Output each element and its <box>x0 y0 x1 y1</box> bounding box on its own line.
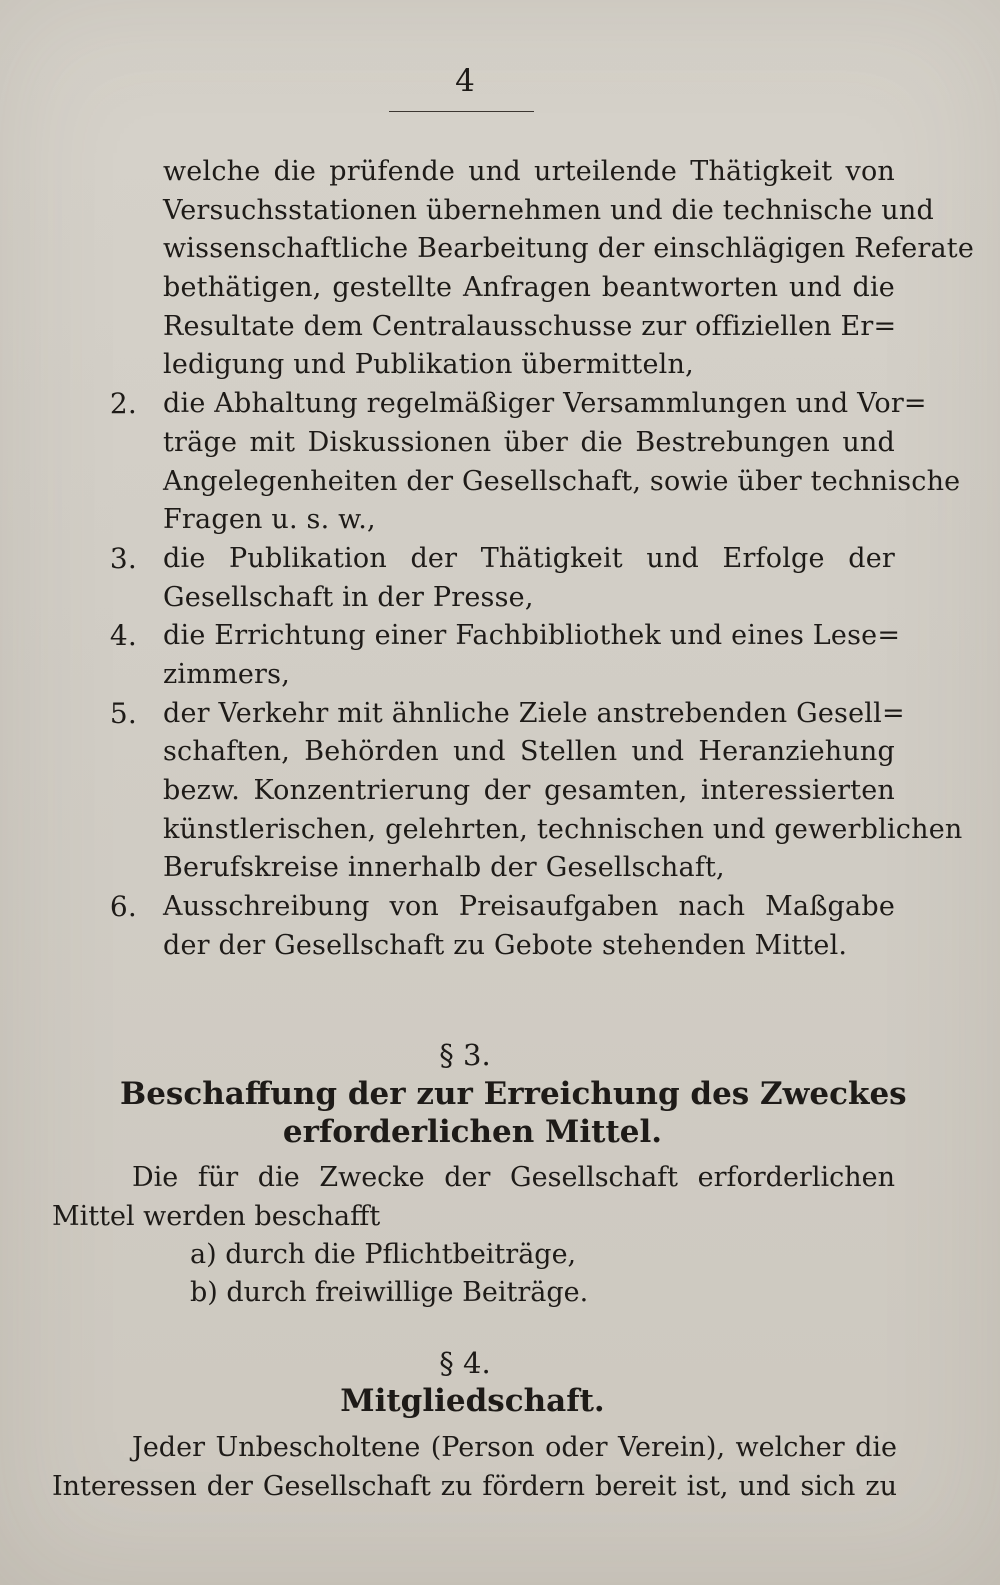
list-item-2 <box>95 385 927 424</box>
section-3-option-b: b) durch freiwillige Beiträge. <box>190 1277 589 1308</box>
list-item-3 <box>95 540 895 579</box>
section-3-title-line-1: Beschaffung der zur Erreichung des Zweckes <box>120 1076 907 1112</box>
list-item-5 <box>95 695 905 734</box>
list-line <box>95 230 975 269</box>
list-line <box>95 733 895 772</box>
item-5-line-3: bezw. Konzentrierung der gesamten, interessierten <box>163 775 895 806</box>
continued-item-line-5: Resultate dem Centralausschusse zur offiziellen Er= <box>163 310 897 342</box>
list-line <box>95 269 895 308</box>
list-line <box>95 501 895 540</box>
item-6-line-1: Ausschreibung von Preisaufgaben nach Maßgabe <box>163 891 895 923</box>
list-line <box>95 424 895 463</box>
item-5-line-1: der Verkehr mit ähnliche Ziele anstrebenden Gesell= <box>163 697 905 729</box>
item-2-line-2: träge mit Diskussionen über die Bestrebungen und <box>163 426 895 458</box>
list-line <box>95 153 895 192</box>
item-2-line-1: die Abhaltung regelmäßiger Versammlungen und Vor= <box>163 388 927 420</box>
section-3-title-line-2: erforderlichen Mittel. <box>282 1114 663 1150</box>
item-number: 4. <box>109 619 137 653</box>
continued-item-line-3: wissenschaftliche Bearbeitung der einschlägigen Referate <box>163 233 975 265</box>
continued-item-line-1: welche die prüfende und urteilende Thätigkeit von <box>163 156 895 187</box>
list-line <box>95 811 963 850</box>
list-line <box>95 849 895 888</box>
section-3-option-a: a) durch die Pflichtbeiträge, <box>190 1239 577 1270</box>
list-item-4 <box>95 617 901 656</box>
list-line <box>95 579 895 618</box>
item-6-line-2: der der Gesellschaft zu Gebote stehenden Mittel. <box>163 929 848 961</box>
item-number: 3. <box>109 541 137 575</box>
section-4-number: § 4. <box>439 1346 491 1380</box>
item-number: 6. <box>109 890 137 924</box>
list-line <box>95 346 895 385</box>
list-line <box>95 463 961 502</box>
item-4-line-1: die Errichtung einer Fachbibliothek und eines Lese= <box>163 620 901 652</box>
item-2-line-3: Angelegenheiten der Gesellschaft, sowie über technische <box>163 465 961 497</box>
header-rule <box>389 111 534 112</box>
item-3-line-1: die Publikation der Thätigkeit und Erfolge der <box>163 542 895 574</box>
list-line <box>95 772 895 811</box>
item-number: 2. <box>109 387 137 421</box>
item-5-line-4: künstlerischen, gelehrten, technischen und gewerblichen <box>163 813 963 845</box>
list-line <box>95 927 895 966</box>
section-3-paragraph-line-2: Mittel werden beschafft <box>52 1201 381 1232</box>
item-5-line-5: Berufskreise innerhalb der Gesellschaft, <box>163 852 725 884</box>
list-line <box>95 308 895 347</box>
continued-item-line-4: bethätigen, gestellte Anfragen beantworten und die <box>163 272 895 304</box>
item-4-line-2: zimmers, <box>163 658 290 690</box>
page-number: 4 <box>455 63 475 99</box>
continued-item-line-2: Versuchsstationen übernehmen und die technische und <box>163 194 934 226</box>
list-line <box>95 192 934 231</box>
section-4-paragraph-line-2: Interessen der Gesellschaft zu fördern bereit ist, und sich zu <box>52 1471 897 1502</box>
section-3-number: § 3. <box>439 1038 491 1072</box>
item-3-line-2: Gesellschaft in der Presse, <box>163 581 534 613</box>
section-4-paragraph-line-1: Jeder Unbescholtene (Person oder Verein), welcher die <box>132 1432 897 1463</box>
section-3-paragraph-line-1: Die für die Zwecke der Gesellschaft erforderlichen <box>132 1162 895 1193</box>
list-item-6 <box>95 888 895 927</box>
item-number: 5. <box>109 696 137 730</box>
list-line <box>95 656 895 695</box>
continued-item-line-6: ledigung und Publikation übermitteln, <box>163 349 694 381</box>
item-2-line-4: Fragen u. s. w., <box>163 504 376 536</box>
objectives-list <box>95 153 975 965</box>
section-4-title: Mitgliedschaft. <box>340 1383 605 1419</box>
item-5-line-2: schaften, Behörden und Stellen und Heranziehung <box>163 736 895 768</box>
